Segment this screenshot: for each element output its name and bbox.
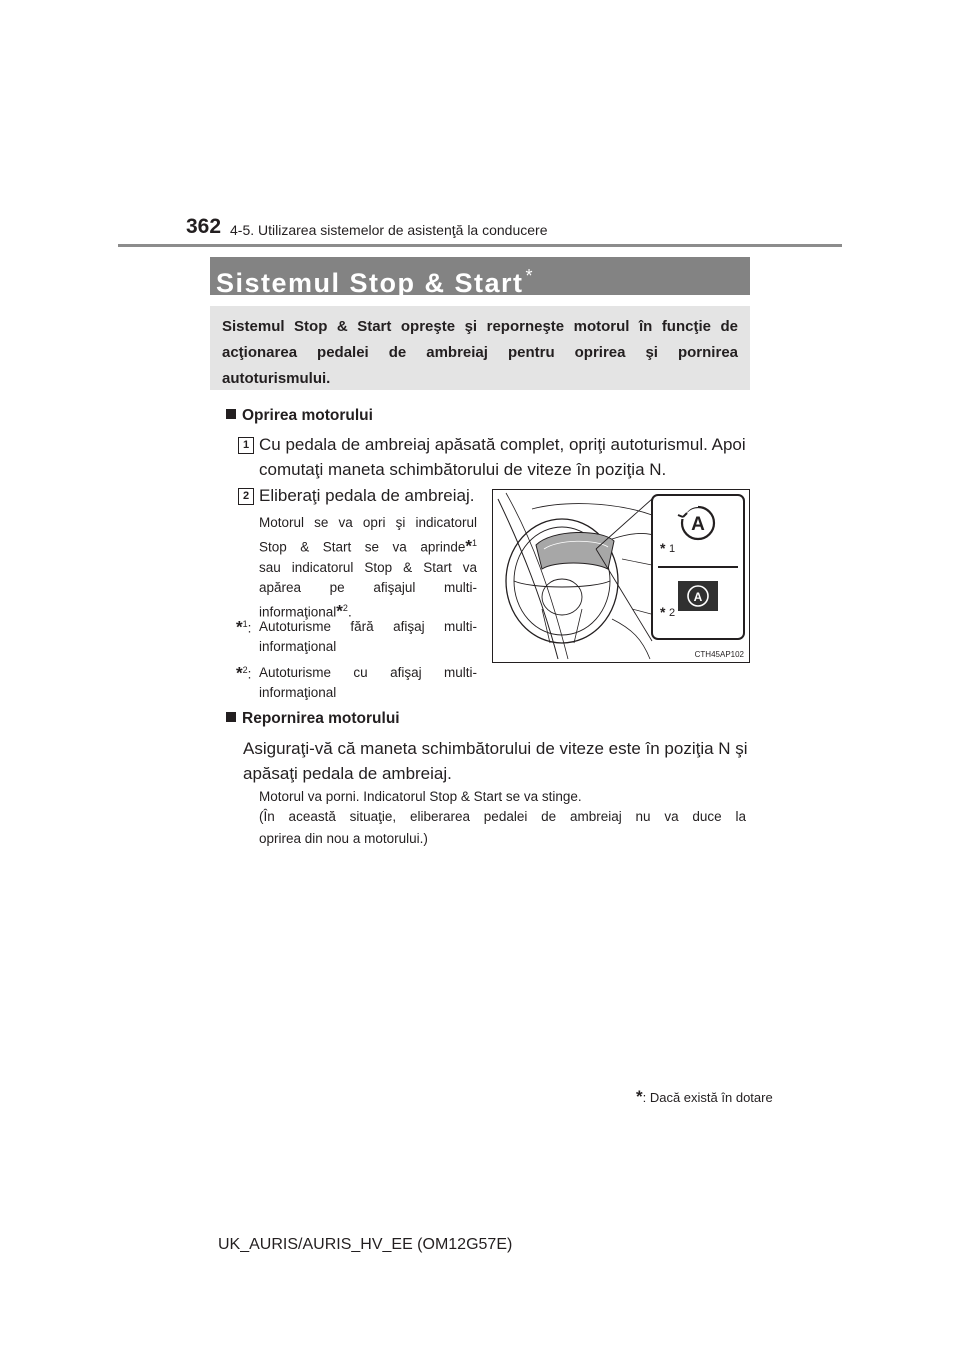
footnote-ref: 1 (471, 538, 477, 548)
footnote-star-marker: * (336, 601, 343, 620)
step1-line1: Cu pedala de ambreiaj apăsată complet, opriţi autoturismul. Apoi (259, 435, 746, 454)
intro-box: Sistemul Stop & Start opreşte şi reporneşte motorul în funcţie de acţionarea pedalei de ambreiaj pentru oprirea şi pornirea autoturismului. (210, 306, 750, 390)
label-star: * (660, 540, 666, 556)
footnote-1-line: informaţional (259, 639, 337, 654)
label-2: 2 (669, 607, 676, 619)
footnote-star-marker: * (636, 1087, 643, 1106)
footnote-2-line: informaţional (259, 685, 337, 700)
stop-note-line-text: Stop & Start se va aprinde (259, 539, 466, 555)
dashboard-illustration (492, 489, 750, 663)
availability-footnote-text: : Dacă există în dotare (642, 1090, 773, 1105)
footnote-1 (259, 617, 477, 657)
page-title: Sistemul Stop & Start (216, 268, 524, 298)
footnote-1-number: 1 (242, 619, 248, 629)
stop-note-line: sau indicatorul Stop & Start va (259, 559, 477, 575)
header-divider (118, 244, 842, 247)
restart-line1: Asiguraţi-vă că maneta schimbătorului de viteze este în poziţia N şi (243, 739, 748, 758)
stop-note-line-text: informaţional (259, 604, 337, 619)
footnote-1-marker: *$^1$: (236, 617, 252, 637)
page-title-bar (210, 257, 750, 298)
footnote-star-marker: * (465, 536, 472, 556)
label-star: * (660, 604, 666, 620)
footnote-2-line: Autoturisme cu afişaj multi- (259, 665, 477, 680)
restart-heading-text: Repornirea motorului (242, 710, 400, 727)
footnote-1-line: Autoturisme fără afişaj multi- (259, 619, 477, 634)
restart-note-2b: oprirea din nou a motorului.) (259, 831, 428, 846)
footnote-2-number: 2 (242, 665, 248, 675)
footnote-ref: 2 (342, 602, 348, 613)
step-number-1: 1 (238, 437, 254, 454)
stop-note-period: . (347, 604, 352, 619)
illustration-code: CTH45AP102 (694, 650, 744, 659)
stop-heading (226, 407, 373, 425)
indicator-letter: A (693, 590, 703, 604)
document-code: UK_AURIS/AURIS_HV_EE (OM12G57E) (218, 1236, 513, 1253)
label-1: 1 (669, 543, 676, 555)
stop-note (259, 513, 477, 622)
stop-heading-text: Oprirea motorului (242, 407, 373, 424)
bullet-square-icon (226, 712, 236, 722)
stop-note-line: Motorul se va opri şi indicatorul (259, 515, 477, 530)
step-number-2: 2 (238, 488, 254, 505)
stop-note-line (259, 533, 477, 558)
indicator-letter: A (691, 514, 705, 535)
bullet-square-icon (226, 409, 236, 419)
restart-note-2a: (În această situaţie, eliberarea pedalei de ambreiaj nu va duce la (259, 809, 746, 824)
footnote-2 (259, 663, 477, 703)
step2-text: Eliberaţi pedala de ambreiaj. (259, 486, 475, 505)
stop-note-line: apărea pe afişajul multi- (259, 579, 477, 595)
restart-heading (226, 710, 400, 728)
availability-footnote (636, 1087, 773, 1107)
dashboard-drawing (492, 489, 750, 663)
restart-line2: apăsaţi pedala de ambreiaj. (243, 764, 452, 783)
footnote-2-marker: *$^2$: (236, 663, 252, 683)
section-title: 4-5. Utilizarea sistemelor de asistenţă la conducere (230, 222, 548, 238)
restart-note-1: Motorul va porni. Indicatorul Stop & Start se va stinge. (259, 789, 582, 804)
page-number: 362 (186, 215, 222, 238)
step1-line2: comutaţi maneta schimbătorului de viteze în poziţia N. (259, 460, 667, 479)
title-star-marker: * (525, 266, 535, 286)
